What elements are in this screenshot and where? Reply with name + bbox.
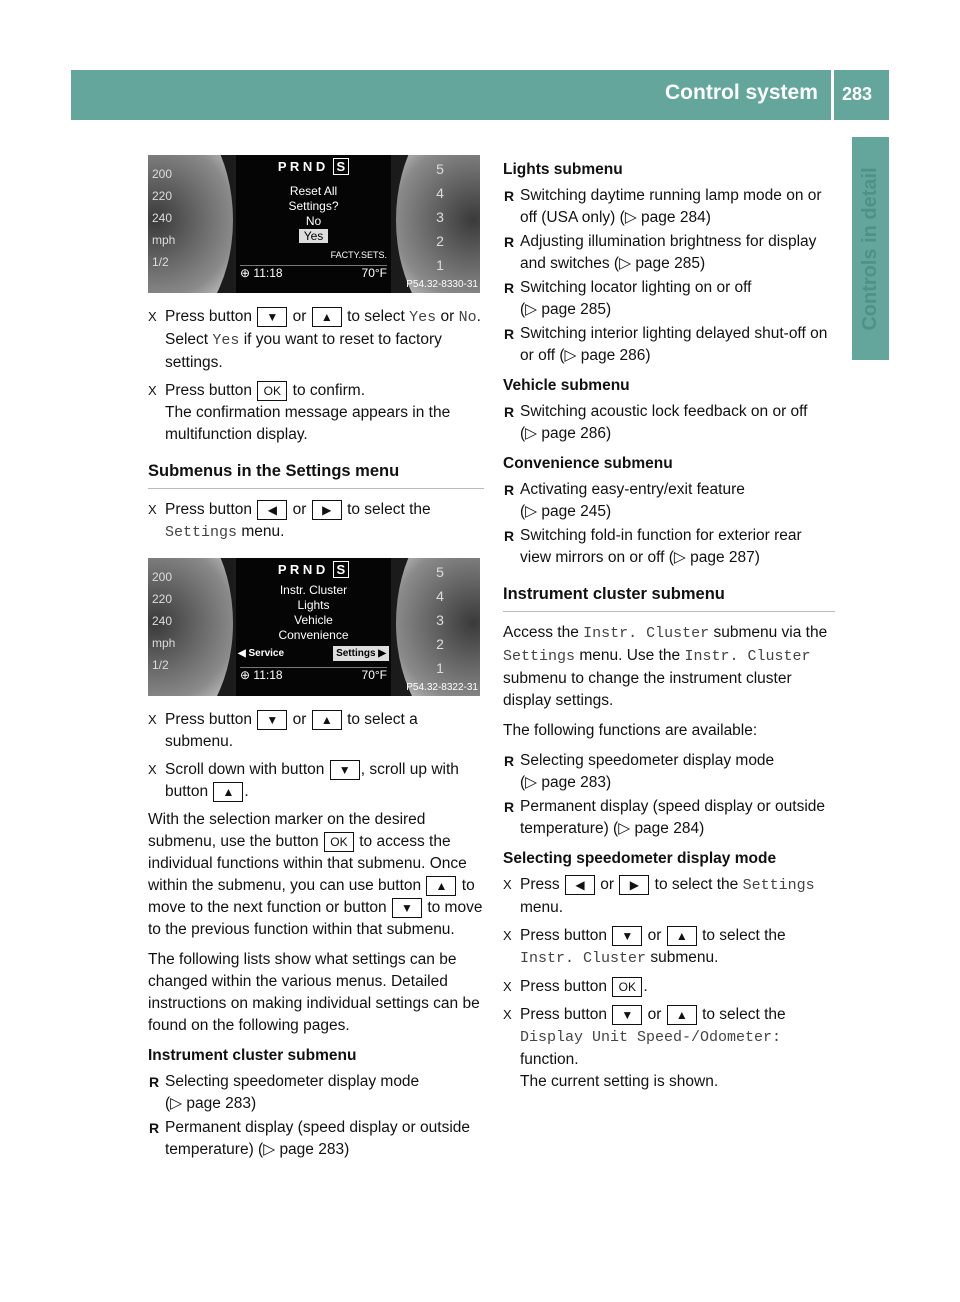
list-item: R Permanent display (speed display or outside temperature) (▷ page 283 ) — [148, 1117, 484, 1161]
down-key-icon: ▼ — [612, 1005, 642, 1025]
ok-key-icon: OK — [257, 381, 287, 401]
down-key-icon: ▼ — [330, 760, 360, 780]
list-item: R Switching acoustic lock feedback on or off (▷ page 286 ) — [503, 401, 835, 445]
bullet-marker: R — [504, 234, 515, 250]
list-item: R Adjusting illumination brightness for display and switches (▷ page 285 ) — [503, 231, 835, 275]
up-key-icon: ▲ — [667, 926, 697, 946]
down-key-icon: ▼ — [612, 926, 642, 946]
down-key-icon: ▼ — [392, 898, 422, 918]
speedometer-ticks: 200 220 240 mph 1/2 — [152, 570, 176, 672]
step-marker: X — [148, 712, 157, 727]
step-marker: X — [503, 877, 512, 892]
page-reference[interactable]: (▷ page 284 ) — [613, 820, 704, 837]
ok-key-icon: OK — [612, 977, 642, 997]
subheading: Vehicle submenu — [503, 377, 630, 394]
down-key-icon: ▼ — [257, 710, 287, 730]
left-key-icon: ◀ — [565, 875, 595, 895]
page-reference[interactable]: (▷ page 285 ) — [520, 301, 611, 318]
up-key-icon: ▲ — [426, 876, 456, 896]
display-footer-label: FACTY.SETS. — [330, 250, 387, 260]
speedometer-ticks: 200 220 240 mph 1/2 — [152, 167, 176, 269]
paragraph: The following lists show what settings can be changed within the various menus. Detailed instructions on making individual settings can be found on the following pages. — [148, 951, 480, 1034]
up-key-icon: ▲ — [667, 1005, 697, 1025]
figure-id: P54.32-8322-31 — [406, 682, 478, 693]
up-key-icon: ▲ — [312, 710, 342, 730]
paragraph: With the selection marker on the desired submenu, use the button OK to access the individual functions within that submenu. Once within the submenu, you can use button ▲ to move to the next function or button ▼ to move to the previous function within that submenu. — [148, 811, 483, 938]
step-marker: X — [148, 383, 157, 398]
step: X Press button ▼ or ▲ to select the Instr. Cluster submenu. — [503, 927, 786, 967]
page-reference[interactable]: (▷ page 283 ) — [165, 1095, 256, 1112]
left-key-icon: ◀ — [257, 500, 287, 520]
display-status-row: ⊕ 11:18 70°F — [240, 668, 387, 682]
subheading: Selecting speedometer display mode — [503, 850, 777, 867]
bullet-marker: R — [149, 1120, 160, 1136]
figure-id: P54.32-8330-31 — [406, 279, 478, 290]
display-option-yes: Yes — [236, 229, 391, 244]
step: X Press button OK to confirm. The confirmation message appears in the multifunction display. — [148, 382, 451, 443]
figure-reset-settings — [148, 155, 480, 293]
gear-indicator: P R N D S — [236, 159, 391, 174]
page-reference[interactable]: (▷ page 284 ) — [620, 209, 711, 226]
step: X Press button ▼ or ▲ to select the Display Unit Speed-/Odometer: function. The current setting is shown. — [503, 1006, 786, 1090]
section-heading: Submenus in the Settings menu — [148, 460, 484, 489]
page-reference[interactable]: (▷ page 286 ) — [559, 347, 650, 364]
down-key-icon: ▼ — [257, 307, 287, 327]
bullet-marker: R — [504, 753, 515, 769]
display-nav-row: ◀ Service Settings ▶ — [238, 646, 389, 661]
bullet-marker: R — [504, 799, 515, 815]
display-line: Lights — [297, 598, 330, 612]
section-title: Control system — [665, 81, 818, 104]
bullet-marker: R — [504, 482, 515, 498]
list-item: R Permanent display (speed display or outside temperature) (▷ page 284 ) — [503, 796, 835, 840]
list-item: R Activating easy-entry/exit feature (▷ page 245 ) — [503, 479, 835, 523]
gear-indicator: P R N D S — [236, 562, 391, 577]
up-key-icon: ▲ — [312, 307, 342, 327]
page-number: 283 — [842, 84, 873, 104]
subheading: Convenience submenu — [503, 455, 673, 472]
step: X Press button ▼ or ▲ to select Yes or No. Select Yes if you want to reset to factory settings. — [148, 308, 481, 371]
subheading: Instrument cluster submenu — [148, 1047, 357, 1064]
step-marker: X — [503, 979, 512, 994]
display-line: Vehicle — [294, 613, 333, 627]
step-marker: X — [503, 1007, 512, 1022]
left-column-top — [148, 306, 484, 550]
section-heading: Instrument cluster submenu — [503, 583, 835, 612]
page-reference[interactable]: (▷ page 245 ) — [520, 503, 611, 520]
up-key-icon: ▲ — [213, 782, 243, 802]
step-marker: X — [148, 502, 157, 517]
bullet-marker: R — [504, 404, 515, 420]
step-marker: X — [148, 762, 157, 777]
tachometer-ticks: 5 4 3 2 1 — [436, 564, 444, 676]
display-line: Reset All — [289, 184, 338, 198]
tachometer-ticks: 5 4 3 2 1 — [436, 161, 444, 273]
page-reference[interactable]: (▷ page 283 ) — [520, 774, 611, 791]
list-item: R Switching daytime running lamp mode on or off (USA only) (▷ page 284 ) — [503, 185, 835, 229]
step: X Press button OK . — [503, 976, 835, 998]
right-column — [503, 155, 835, 1099]
step: X Press button ◀ or ▶ to select the Settings menu. — [148, 501, 431, 541]
step: X Press button ▼ or ▲ to select a submenu. — [148, 711, 418, 750]
multifunction-display — [236, 155, 391, 293]
bullet-marker: R — [149, 1074, 160, 1090]
display-status-row: ⊕ 11:18 70°F — [240, 266, 387, 280]
paragraph: Access the Instr. Cluster submenu via the Settings menu. Use the Instr. Cluster submenu to change the instrument cluster display settings. — [503, 624, 828, 709]
step-marker: X — [503, 928, 512, 943]
bullet-marker: R — [504, 188, 515, 204]
ok-key-icon: OK — [324, 832, 354, 852]
bullet-marker: R — [504, 326, 515, 342]
page-reference[interactable]: (▷ page 286 ) — [520, 425, 611, 442]
list-item: R Selecting speedometer display mode (▷ page 283 ) — [503, 750, 835, 794]
list-item: R Switching fold-in function for exterior rear view mirrors on or off (▷ page 287 ) — [503, 525, 835, 569]
right-key-icon: ▶ — [312, 500, 342, 520]
display-line: Convenience — [278, 628, 349, 642]
clock-icon: ⊕ — [240, 266, 251, 280]
display-option-no: No — [305, 214, 322, 228]
page-reference[interactable]: (▷ page 287 ) — [669, 549, 760, 566]
list-item: R Switching locator lighting on or off (▷ page 285 ) — [503, 277, 835, 321]
side-tab-label: Controls in detail — [859, 167, 881, 331]
left-column-bottom — [148, 709, 484, 1163]
right-key-icon: ▶ — [619, 875, 649, 895]
page-reference[interactable]: (▷ page 285 ) — [614, 255, 705, 272]
display-line: Instr. Cluster — [279, 583, 348, 597]
page-reference[interactable]: (▷ page 283 ) — [258, 1141, 349, 1158]
display-line: Settings? — [288, 199, 339, 213]
header-divider — [831, 70, 834, 120]
step: X Press ◀ or ▶ to select the Settings menu. — [503, 876, 815, 916]
figure-settings-menu — [148, 558, 480, 696]
bullet-marker: R — [504, 528, 515, 544]
step: X Scroll down with button ▼ , scroll up with button ▲ . — [148, 761, 459, 800]
list-item: R Switching interior lighting delayed shut-off on or off (▷ page 286 ) — [503, 323, 835, 367]
clock-icon: ⊕ — [240, 668, 251, 682]
multifunction-display — [236, 558, 391, 696]
step-marker: X — [148, 309, 157, 324]
subheading: Lights submenu — [503, 161, 623, 178]
bullet-marker: R — [504, 280, 515, 296]
paragraph: The following functions are available: — [503, 722, 758, 739]
list-item: R Selecting speedometer display mode (▷ page 283 ) — [148, 1071, 484, 1115]
